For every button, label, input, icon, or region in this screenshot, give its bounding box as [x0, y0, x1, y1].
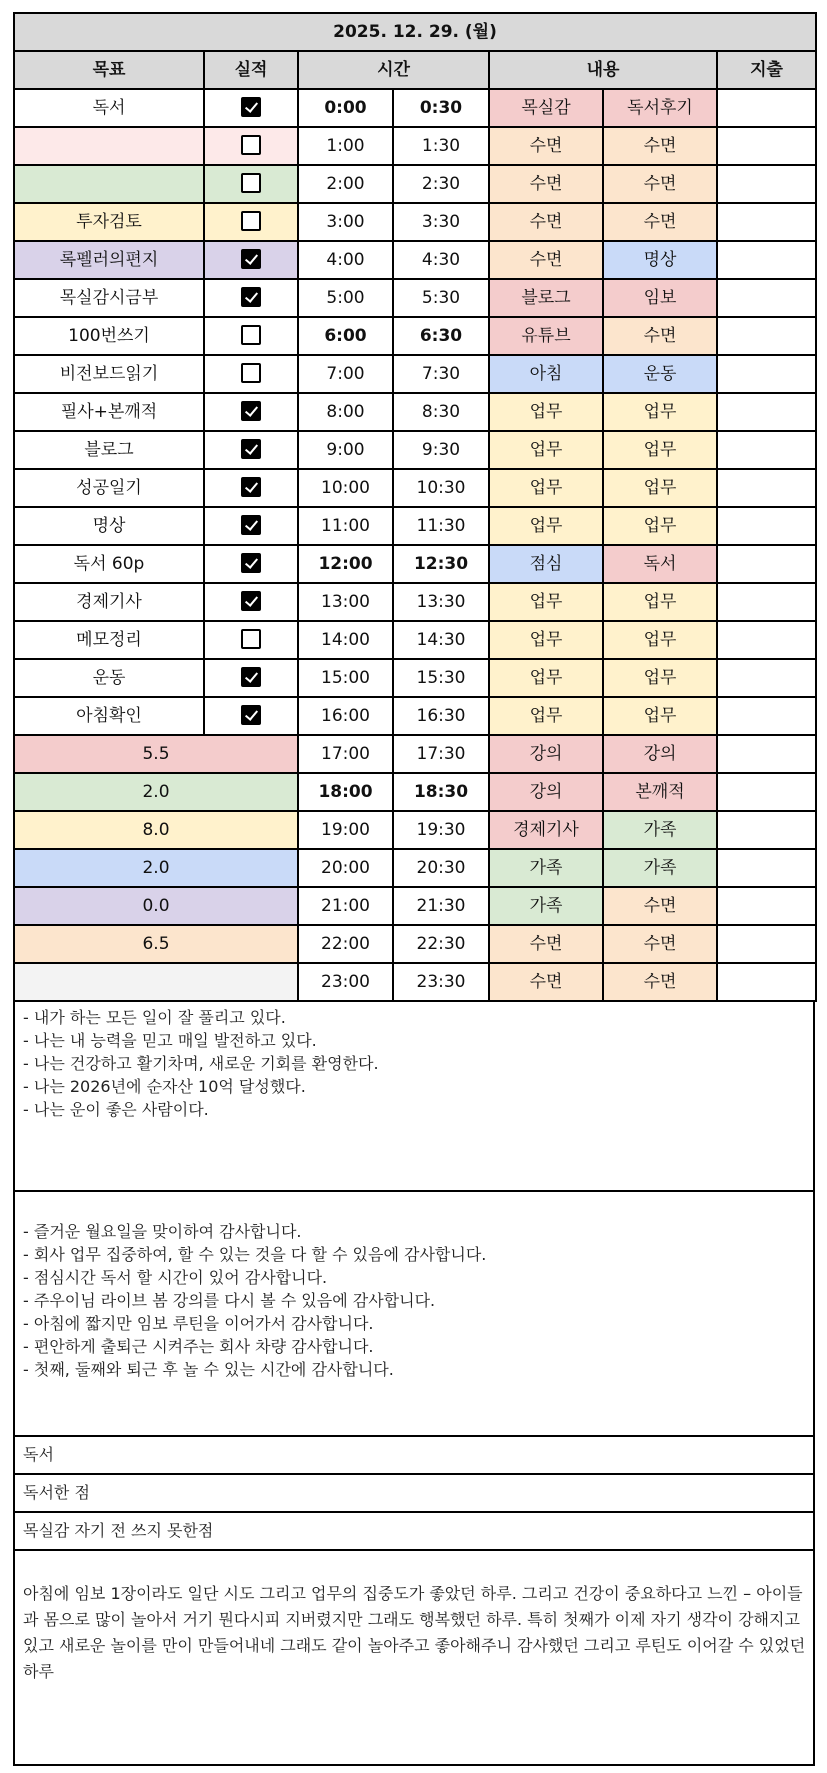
- category-total-cell: 6.5: [14, 925, 298, 963]
- done-column-header: 실적: [204, 51, 298, 89]
- time-end-cell: 15:30: [393, 659, 489, 697]
- time-end-cell: 12:30: [393, 545, 489, 583]
- goal-cell: 목실감시금부: [14, 279, 204, 317]
- time-start-cell: 8:00: [298, 393, 393, 431]
- category-total-cell: [14, 963, 298, 1001]
- checkbox-checked[interactable]: [241, 705, 261, 725]
- content-cell-second: 업무: [603, 697, 717, 735]
- done-cell: [204, 203, 298, 241]
- checkbox-checked[interactable]: [241, 439, 261, 459]
- time-end-cell: 13:30: [393, 583, 489, 621]
- expense-cell: [717, 849, 816, 887]
- gratitude-line: - 편안하게 출퇴근 시켜주는 회사 차량 감사합니다.: [23, 1337, 374, 1356]
- time-start-cell: 7:00: [298, 355, 393, 393]
- time-start-cell: 10:00: [298, 469, 393, 507]
- content-cell-second: 본깨적: [603, 773, 717, 811]
- content-column-header: 내용: [489, 51, 717, 89]
- time-column-header: 시간: [298, 51, 489, 89]
- content-cell-first: 가족: [489, 887, 603, 925]
- affirmation-line: - 내가 하는 모든 일이 잘 풀리고 있다.: [23, 1008, 286, 1027]
- goal-cell: 아침확인: [14, 697, 204, 735]
- content-cell-second: 업무: [603, 507, 717, 545]
- goal-cell: 메모정리: [14, 621, 204, 659]
- time-end-cell: 10:30: [393, 469, 489, 507]
- content-cell-second: 수면: [603, 317, 717, 355]
- table-row: [14, 469, 816, 507]
- content-cell-second: 수면: [603, 887, 717, 925]
- done-cell: [204, 697, 298, 735]
- checkbox-unchecked[interactable]: [241, 363, 261, 383]
- content-cell-first: 업무: [489, 393, 603, 431]
- goal-column-header: 목표: [14, 51, 204, 89]
- time-end-cell: 2:30: [393, 165, 489, 203]
- expense-cell: [717, 431, 816, 469]
- time-end-cell: 17:30: [393, 735, 489, 773]
- gratitude-line: - 즐거운 월요일을 맞이하여 감사합니다.: [23, 1222, 302, 1241]
- table-row: [14, 545, 816, 583]
- content-cell-second: 수면: [603, 203, 717, 241]
- gratitude-line: - 주우이님 라이브 봄 강의를 다시 볼 수 있음에 감사합니다.: [23, 1291, 436, 1310]
- gratitude-section: [13, 1192, 815, 1437]
- checkbox-unchecked[interactable]: [241, 325, 261, 345]
- time-start-cell: 17:00: [298, 735, 393, 773]
- not-done-cell: 목실감 자기 전 쓰지 못한점: [13, 1513, 815, 1551]
- content-cell-first: 업무: [489, 431, 603, 469]
- content-cell-second: 독서: [603, 545, 717, 583]
- summary-row: [14, 963, 816, 1001]
- content-cell-second: 업무: [603, 621, 717, 659]
- time-end-cell: 23:30: [393, 963, 489, 1001]
- time-start-cell: 18:00: [298, 773, 393, 811]
- expense-cell: [717, 165, 816, 203]
- content-cell-first: 수면: [489, 241, 603, 279]
- time-start-cell: 22:00: [298, 925, 393, 963]
- affirmation-line: - 나는 운이 좋은 사람이다.: [23, 1100, 209, 1119]
- time-start-cell: 3:00: [298, 203, 393, 241]
- time-start-cell: 9:00: [298, 431, 393, 469]
- expense-cell: [717, 621, 816, 659]
- checkbox-unchecked[interactable]: [241, 173, 261, 193]
- content-cell-first: 유튜브: [489, 317, 603, 355]
- table-row: [14, 127, 816, 165]
- affirmation-line: - 나는 건강하고 활기차며, 새로운 기회를 환영한다.: [23, 1054, 379, 1073]
- checkbox-checked[interactable]: [241, 515, 261, 535]
- checkbox-checked[interactable]: [241, 401, 261, 421]
- time-end-cell: 21:30: [393, 887, 489, 925]
- done-cell: [204, 89, 298, 127]
- content-cell-first: 업무: [489, 469, 603, 507]
- expense-cell: [717, 127, 816, 165]
- checkbox-unchecked[interactable]: [241, 135, 261, 155]
- time-start-cell: 13:00: [298, 583, 393, 621]
- content-cell-first: 업무: [489, 583, 603, 621]
- expense-cell: [717, 241, 816, 279]
- expense-cell: [717, 355, 816, 393]
- expense-cell: [717, 393, 816, 431]
- time-start-cell: 6:00: [298, 317, 393, 355]
- goal-cell: 운동: [14, 659, 204, 697]
- expense-cell: [717, 545, 816, 583]
- summary-row: [14, 925, 816, 963]
- goal-cell: 성공일기: [14, 469, 204, 507]
- goal-cell: [14, 127, 204, 165]
- time-end-cell: 6:30: [393, 317, 489, 355]
- done-cell: [204, 507, 298, 545]
- content-cell-first: 수면: [489, 925, 603, 963]
- time-end-cell: 1:30: [393, 127, 489, 165]
- expense-cell: [717, 887, 816, 925]
- time-end-cell: 3:30: [393, 203, 489, 241]
- summary-row: [14, 735, 816, 773]
- expense-cell: [717, 583, 816, 621]
- time-end-cell: 4:30: [393, 241, 489, 279]
- category-total-cell: 2.0: [14, 849, 298, 887]
- table-row: [14, 241, 816, 279]
- expense-cell: [717, 925, 816, 963]
- expense-cell: [717, 773, 816, 811]
- goal-cell: 비전보드읽기: [14, 355, 204, 393]
- gratitude-line: - 회사 업무 집중하여, 할 수 있는 것을 다 할 수 있음에 감사합니다.: [23, 1245, 487, 1264]
- reading-done-cell: 독서한 점: [13, 1475, 815, 1513]
- table-row: [14, 431, 816, 469]
- goal-cell: 경제기사: [14, 583, 204, 621]
- content-cell-second: 수면: [603, 165, 717, 203]
- time-start-cell: 21:00: [298, 887, 393, 925]
- content-cell-first: 수면: [489, 963, 603, 1001]
- time-end-cell: 11:30: [393, 507, 489, 545]
- checkbox-checked[interactable]: [241, 553, 261, 573]
- summary-rows: [14, 735, 816, 1001]
- summary-row: [14, 887, 816, 925]
- content-cell-second: 업무: [603, 583, 717, 621]
- done-cell: [204, 469, 298, 507]
- time-end-cell: 5:30: [393, 279, 489, 317]
- affirmation-line: - 나는 2026년에 순자산 10억 달성했다.: [23, 1077, 306, 1096]
- time-end-cell: 7:30: [393, 355, 489, 393]
- table-row: [14, 279, 816, 317]
- time-start-cell: 1:00: [298, 127, 393, 165]
- content-cell-second: 독서후기: [603, 89, 717, 127]
- goal-cell: 록펠러의편지: [14, 241, 204, 279]
- done-cell: [204, 165, 298, 203]
- goal-cell: 블로그: [14, 431, 204, 469]
- time-end-cell: 9:30: [393, 431, 489, 469]
- time-end-cell: 8:30: [393, 393, 489, 431]
- time-end-cell: 22:30: [393, 925, 489, 963]
- time-start-cell: 5:00: [298, 279, 393, 317]
- checkbox-checked[interactable]: [241, 667, 261, 687]
- content-cell-second: 업무: [603, 431, 717, 469]
- content-cell-first: 경제기사: [489, 811, 603, 849]
- content-cell-first: 목실감: [489, 89, 603, 127]
- gratitude-line: - 아침에 짧지만 임보 루틴을 이어가서 감사합니다.: [23, 1314, 374, 1333]
- content-cell-second: 수면: [603, 925, 717, 963]
- time-end-cell: 0:30: [393, 89, 489, 127]
- content-cell-first: 강의: [489, 735, 603, 773]
- category-total-cell: 2.0: [14, 773, 298, 811]
- checkbox-checked[interactable]: [241, 97, 261, 117]
- expense-cell: [717, 89, 816, 127]
- content-cell-first: 업무: [489, 507, 603, 545]
- table-row: [14, 697, 816, 735]
- affirmations-section: [13, 1002, 815, 1192]
- expense-cell: [717, 811, 816, 849]
- time-end-cell: 20:30: [393, 849, 489, 887]
- content-cell-second: 명상: [603, 241, 717, 279]
- checkbox-checked[interactable]: [241, 249, 261, 269]
- done-cell: [204, 583, 298, 621]
- date-header: 2025. 12. 29. (월): [14, 13, 816, 51]
- summary-row: [14, 811, 816, 849]
- gratitude-line: - 점심시간 독서 할 시간이 있어 감사합니다.: [23, 1268, 328, 1287]
- schedule-table: [13, 12, 817, 1002]
- checkbox-checked[interactable]: [241, 287, 261, 307]
- time-end-cell: 19:30: [393, 811, 489, 849]
- done-cell: [204, 355, 298, 393]
- category-total-cell: 0.0: [14, 887, 298, 925]
- content-cell-first: 수면: [489, 127, 603, 165]
- summary-row: [14, 773, 816, 811]
- table-row: [14, 621, 816, 659]
- done-cell: [204, 621, 298, 659]
- content-cell-first: 업무: [489, 697, 603, 735]
- time-start-cell: 2:00: [298, 165, 393, 203]
- done-cell: [204, 545, 298, 583]
- done-cell: [204, 127, 298, 165]
- content-cell-second: 운동: [603, 355, 717, 393]
- content-cell-second: 업무: [603, 393, 717, 431]
- content-cell-second: 업무: [603, 469, 717, 507]
- table-row: [14, 507, 816, 545]
- content-cell-second: 수면: [603, 963, 717, 1001]
- table-row: [14, 393, 816, 431]
- content-cell-second: 강의: [603, 735, 717, 773]
- time-start-cell: 12:00: [298, 545, 393, 583]
- time-start-cell: 14:00: [298, 621, 393, 659]
- table-row: [14, 203, 816, 241]
- checkbox-unchecked[interactable]: [241, 211, 261, 231]
- content-cell-first: 점심: [489, 545, 603, 583]
- time-start-cell: 20:00: [298, 849, 393, 887]
- content-cell-second: 가족: [603, 811, 717, 849]
- expense-cell: [717, 507, 816, 545]
- expense-cell: [717, 317, 816, 355]
- reflection-text: 아침에 임보 1장이라도 일단 시도 그리고 업무의 집중도가 좋았던 하루. 그리고 건강이 중요하다고 느낀 – 아이들과 몸으로 많이 놀아서 거기 뭔다시피 지버렸지만 그래도 행복했던 하루. 특히 첫째가 이제 자기 생각이 강해지고 있고 새로운 놀이를 만이 만들어내네 그래도 같이 놀아주고 좋아해주니 감사했던 그리고 루틴도 이어갈 수 있었던 하루: [13, 1551, 815, 1766]
- content-cell-first: 가족: [489, 849, 603, 887]
- time-start-cell: 0:00: [298, 89, 393, 127]
- expense-cell: [717, 469, 816, 507]
- table-row: [14, 317, 816, 355]
- expense-cell: [717, 963, 816, 1001]
- expense-cell: [717, 697, 816, 735]
- content-cell-first: 업무: [489, 659, 603, 697]
- affirmation-line: - 나는 내 능력을 믿고 매일 발전하고 있다.: [23, 1031, 317, 1050]
- daily-planner-sheet: [13, 12, 815, 1766]
- done-cell: [204, 279, 298, 317]
- time-end-cell: 14:30: [393, 621, 489, 659]
- done-cell: [204, 431, 298, 469]
- reading-cell: 독서: [13, 1437, 815, 1475]
- time-start-cell: 4:00: [298, 241, 393, 279]
- expense-column-header: 지출: [717, 51, 816, 89]
- content-cell-first: 강의: [489, 773, 603, 811]
- goal-cell: 투자검토: [14, 203, 204, 241]
- goal-cell: 독서: [14, 89, 204, 127]
- goal-cell: [14, 165, 204, 203]
- time-end-cell: 18:30: [393, 773, 489, 811]
- content-cell-first: 블로그: [489, 279, 603, 317]
- content-cell-first: 수면: [489, 203, 603, 241]
- done-cell: [204, 393, 298, 431]
- content-cell-first: 수면: [489, 165, 603, 203]
- content-cell-second: 수면: [603, 127, 717, 165]
- gratitude-line: - 첫째, 둘째와 퇴근 후 놀 수 있는 시간에 감사합니다.: [23, 1360, 394, 1379]
- expense-cell: [717, 659, 816, 697]
- table-row: [14, 659, 816, 697]
- goal-cell: 필사+본깨적: [14, 393, 204, 431]
- goal-cell: 독서 60p: [14, 545, 204, 583]
- checkbox-unchecked[interactable]: [241, 629, 261, 649]
- time-end-cell: 16:30: [393, 697, 489, 735]
- time-start-cell: 11:00: [298, 507, 393, 545]
- table-row: [14, 89, 816, 127]
- category-total-cell: 5.5: [14, 735, 298, 773]
- content-cell-first: 업무: [489, 621, 603, 659]
- goal-rows: [14, 89, 816, 735]
- time-start-cell: 15:00: [298, 659, 393, 697]
- time-start-cell: 16:00: [298, 697, 393, 735]
- expense-cell: [717, 735, 816, 773]
- checkbox-checked[interactable]: [241, 591, 261, 611]
- content-cell-second: 가족: [603, 849, 717, 887]
- goal-cell: 명상: [14, 507, 204, 545]
- time-start-cell: 19:00: [298, 811, 393, 849]
- expense-cell: [717, 203, 816, 241]
- expense-cell: [717, 279, 816, 317]
- time-start-cell: 23:00: [298, 963, 393, 1001]
- content-cell-second: 업무: [603, 659, 717, 697]
- content-cell-second: 임보: [603, 279, 717, 317]
- table-row: [14, 583, 816, 621]
- done-cell: [204, 317, 298, 355]
- done-cell: [204, 241, 298, 279]
- category-total-cell: 8.0: [14, 811, 298, 849]
- summary-row: [14, 849, 816, 887]
- goal-cell: 100번쓰기: [14, 317, 204, 355]
- table-row: [14, 165, 816, 203]
- done-cell: [204, 659, 298, 697]
- checkbox-checked[interactable]: [241, 477, 261, 497]
- content-cell-first: 아침: [489, 355, 603, 393]
- table-row: [14, 355, 816, 393]
